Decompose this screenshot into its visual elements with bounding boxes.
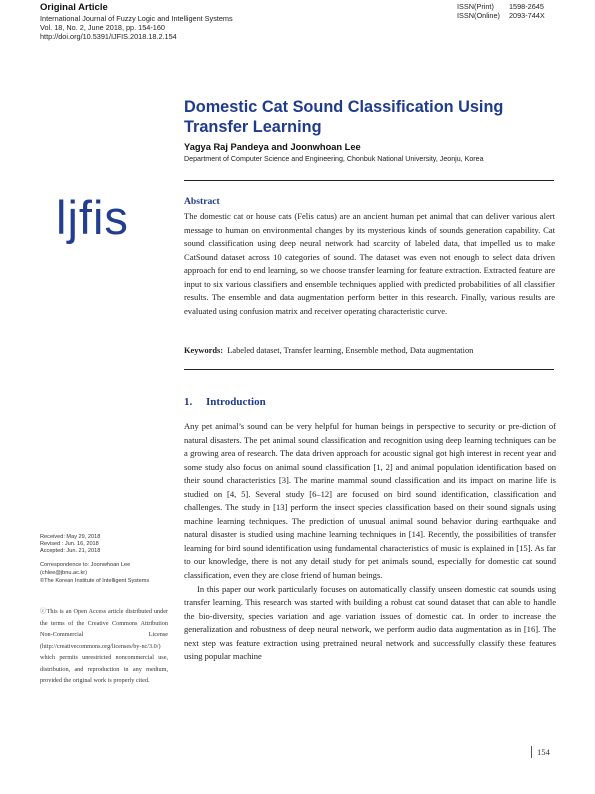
divider-top <box>184 180 554 181</box>
accepted-date: Accepted: Jun. 21, 2018 <box>40 548 101 554</box>
body-paragraph: In this paper our work particularly focuses on automatically classify unseen domestic cat sounds using transfer learning. This research was started with building a robust cat sound dataset that can able to handle the bio-diversity, species variation and age variation issues of domestic cat. In order to increase the generalization and robustness of deep neural network, we perform audio data augmentation as in [16]. The next step was feature extraction using pretrained neural network and successfully classify these features using popular machine <box>184 583 556 662</box>
page-number: 154 <box>537 747 550 757</box>
footer-divider <box>531 746 532 758</box>
keywords-label: Keywords: <box>184 346 224 355</box>
doi-link[interactable]: http://doi.org/10.5391/IJFIS.2018.18.2.154 <box>40 32 177 41</box>
journal-name: International Journal of Fuzzy Logic and Intelligent Systems <box>40 14 233 23</box>
correspondence: Correspondence to: Joonwhoan Lee <box>40 562 131 568</box>
volume-info: Vol. 18, No. 2, June 2018, pp. 154-160 <box>40 23 165 32</box>
received-date: Received: May 29, 2018 <box>40 534 101 540</box>
section-number: 1. <box>184 396 193 408</box>
correspondence-email[interactable]: (chlee@jbnu.ac.kr) <box>40 570 88 576</box>
journal-logo: ljfis <box>56 191 129 244</box>
keywords-line <box>184 346 555 355</box>
paper-affiliation: Department of Computer Science and Engineering, Chonbuk National University, Jeonju, Korea <box>184 155 484 163</box>
copyright-notice: ©The Korean Institute of Intelligent Systems <box>40 578 150 584</box>
paper-title: Domestic Cat Sound Classification Using Transfer Learning <box>184 98 504 136</box>
issn-online-label: ISSN(Online) <box>457 11 500 20</box>
abstract-heading: Abstract <box>184 196 220 207</box>
section-title: Introduction <box>206 396 266 408</box>
body-paragraph: Any pet animal’s sound can be very helpful for human beings in perspective to security or pre-diction of natural disasters. The pet animal sound classification and recognition using deep learning techniques can be a growing area of research. The data driven approach for acoustic signal got high interest in recent year and some study also focus on animal sound classification [1, 2] and animal population identification based on their sound characteristics [3]. The marine mammal sound classification and its impact on marine life is studied on [4, 5]. Several study [6–12] are focused on bird sound identification, classification and challenges. The study in [13] perform the insect species classification based on their sound signals using machine learning techniques. The prediction of unusual animal sound behavior during earthquake and natural disaster is studied using machine learning techniques in [14]. Recently, the possibilities of transfer learning for bird sound identification using fundamental characteristics of music is explained in [15]. As far to our knowledge, there is not any detail study for pet animals sound, especially for domestic cat sound classification, even they are close friend of human beings. <box>184 421 556 581</box>
article-type: Original Article <box>40 2 108 13</box>
issn-print-label: ISSN(Print) <box>457 2 494 11</box>
issn-online: 2093-744X <box>509 11 545 20</box>
license-notice: ⓒThis is an Open Access article distributed under the terms of the Creative Commons Attribution Non-Commercial License (http://creativecommons.org/licenses/by-nc/3.0/) which permits unrestricted noncommercial use, distribution, and reproduction in any medium, provided the original work is properly cited. <box>40 608 168 684</box>
section-body <box>184 420 556 664</box>
section-heading <box>184 396 266 408</box>
revised-date: Revised : Jun. 16, 2018 <box>40 541 99 547</box>
issn-print: 1598-2645 <box>509 2 544 11</box>
paper-authors: Yagya Raj Pandeya and Joonwhoan Lee <box>184 142 361 152</box>
abstract-text: The domestic cat or house cats (Felis catus) are an ancient human pet animal that can deliver various alert message to human on environmental changes by its mysterious kinds of sounds generation capability. Cat sound classification using deep neural network had scarcity of labeled data, that impelled us to make CatSound dataset across 10 categories of sound. The dataset was even not enough to select data driven approach for end to end learning, so we choose transfer learning for feature extraction. Extracted feature are input to six various classifiers and ensemble techniques applied with predicted probabilities of all classifier results. The ensemble and data augmentation perform better in this research. Finally, various results are evaluated using confusion matrix and receiver operating characteristic curve. <box>184 211 555 316</box>
divider-bottom <box>184 369 554 370</box>
keywords-list: Labeled dataset, Transfer learning, Ensemble method, Data augmentation <box>227 346 474 355</box>
